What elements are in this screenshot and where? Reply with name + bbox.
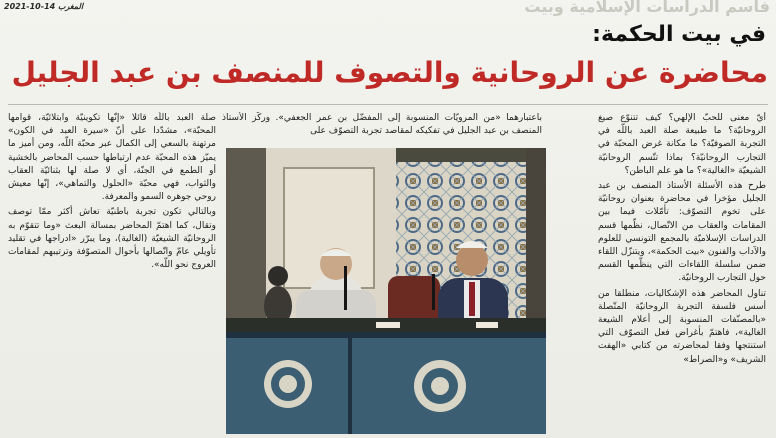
left-paragraph-1: صلة العبد باللّه قائلا «إنّها تكوينيّة وابتلائيّة، قوامها المحبّة»، مشدّدا على أنّ «سيرة العبد في الكون» مرتهنة بالسعي إلى الكمال عبر محبّة اللّه، ومن أميز ما يميّز هذه المحبّة عدم ارتباطها حسب المحاضر بالخشية أو الطمع في الجنّة، أي لا صلة لها بثنائيّة العقاب والثواب، فهي محبّة «الحلول والتماهي»، إنّها معيش روحي جوهره السمو والمعرفة. [8,113,216,203]
headline-divider [8,104,768,105]
lecture-photo-illustration [226,148,546,434]
article-kicker: في بيت الحكمة: [592,22,766,47]
left-paragraph-2: وبالتالي تكون تجربة باطنيّة تعاش أكثر ممّا توصف وتقال، كما اهتمّ المحاضر بمسالة البعث «وما تتقوّم به الروحانيّة الشيعيّة (الغالية)، وما يبرّر «ادراجها في تقليد تأويلي عامّ واتّصالها بأحوال المتصوّفة وترتيبهم لمقامات العروج نحو اللّه». [8,207,216,271]
article-middle-text: باعتبارهما «من المرويّات المنسوبة إلى المفضّل بن عمر الجعفي». وركّز الأستاذ المنصف بن عبد الجليل في تفكيكه لمقاصد تجربة التصوّف على [222,113,542,137]
faded-previous-article-text: فاسم الدراسات الإسلامية وبيت [524,0,770,16]
issue-date: المغرب 14-10-2021 [4,2,84,11]
right-paragraph-2: طرح هذه الأسئلة الأستاذ المنصف بن عبد الجليل مؤخرا في محاضرة بعنوان روحانيّة على تخوم التصوّف: تأمّلات فيما بين المقامات والعقاب من الاتّصال، نظّمها قسم الدراسات الإسلاميّة بالمجمع التونسي للعلوم والآداب والفنون «بيت الحكمة»، ويتنزّل اللقاء ضمن سلسلة اللقاءات التي ينظّمها القسم حول التجارب الروحانيّة. [598,181,766,284]
article-headline: محاضرة عن الروحانية والتصوف للمنصف بن عبد الجليل [11,56,768,89]
lecture-photo [226,148,546,434]
right-paragraph-3: تناول المحاضر هذه الإشكاليات، منطلقا من أسس فلسفة التجربة الروحانيّة المتّصلة «بالمصنّفات المنسوبة إلى أعلام الشيعة الغالية»، فاهتمّ بأغراض فعل التصوّف التي استنتجها وفقا لمحاضرته من كتابي «الهفت الشريف» و«الصراط» [598,288,766,365]
article-right-column [598,112,766,434]
article-left-column [8,112,216,434]
right-paragraph-1: أيّ معنى للحبّ الإلهي؟ كيف تتنوّع صيغ الروحانيّة؟ ما طبيعة صلة العبد باللّه في التجربة الصوفيّة؟ ما مكانة غرض المحبّة في التجارب الروحانيّة؟ بماذا تتّسم الروحانيّة الشيعيّة «الغالية»؟ ما هو علم الباطن؟ [598,113,766,176]
